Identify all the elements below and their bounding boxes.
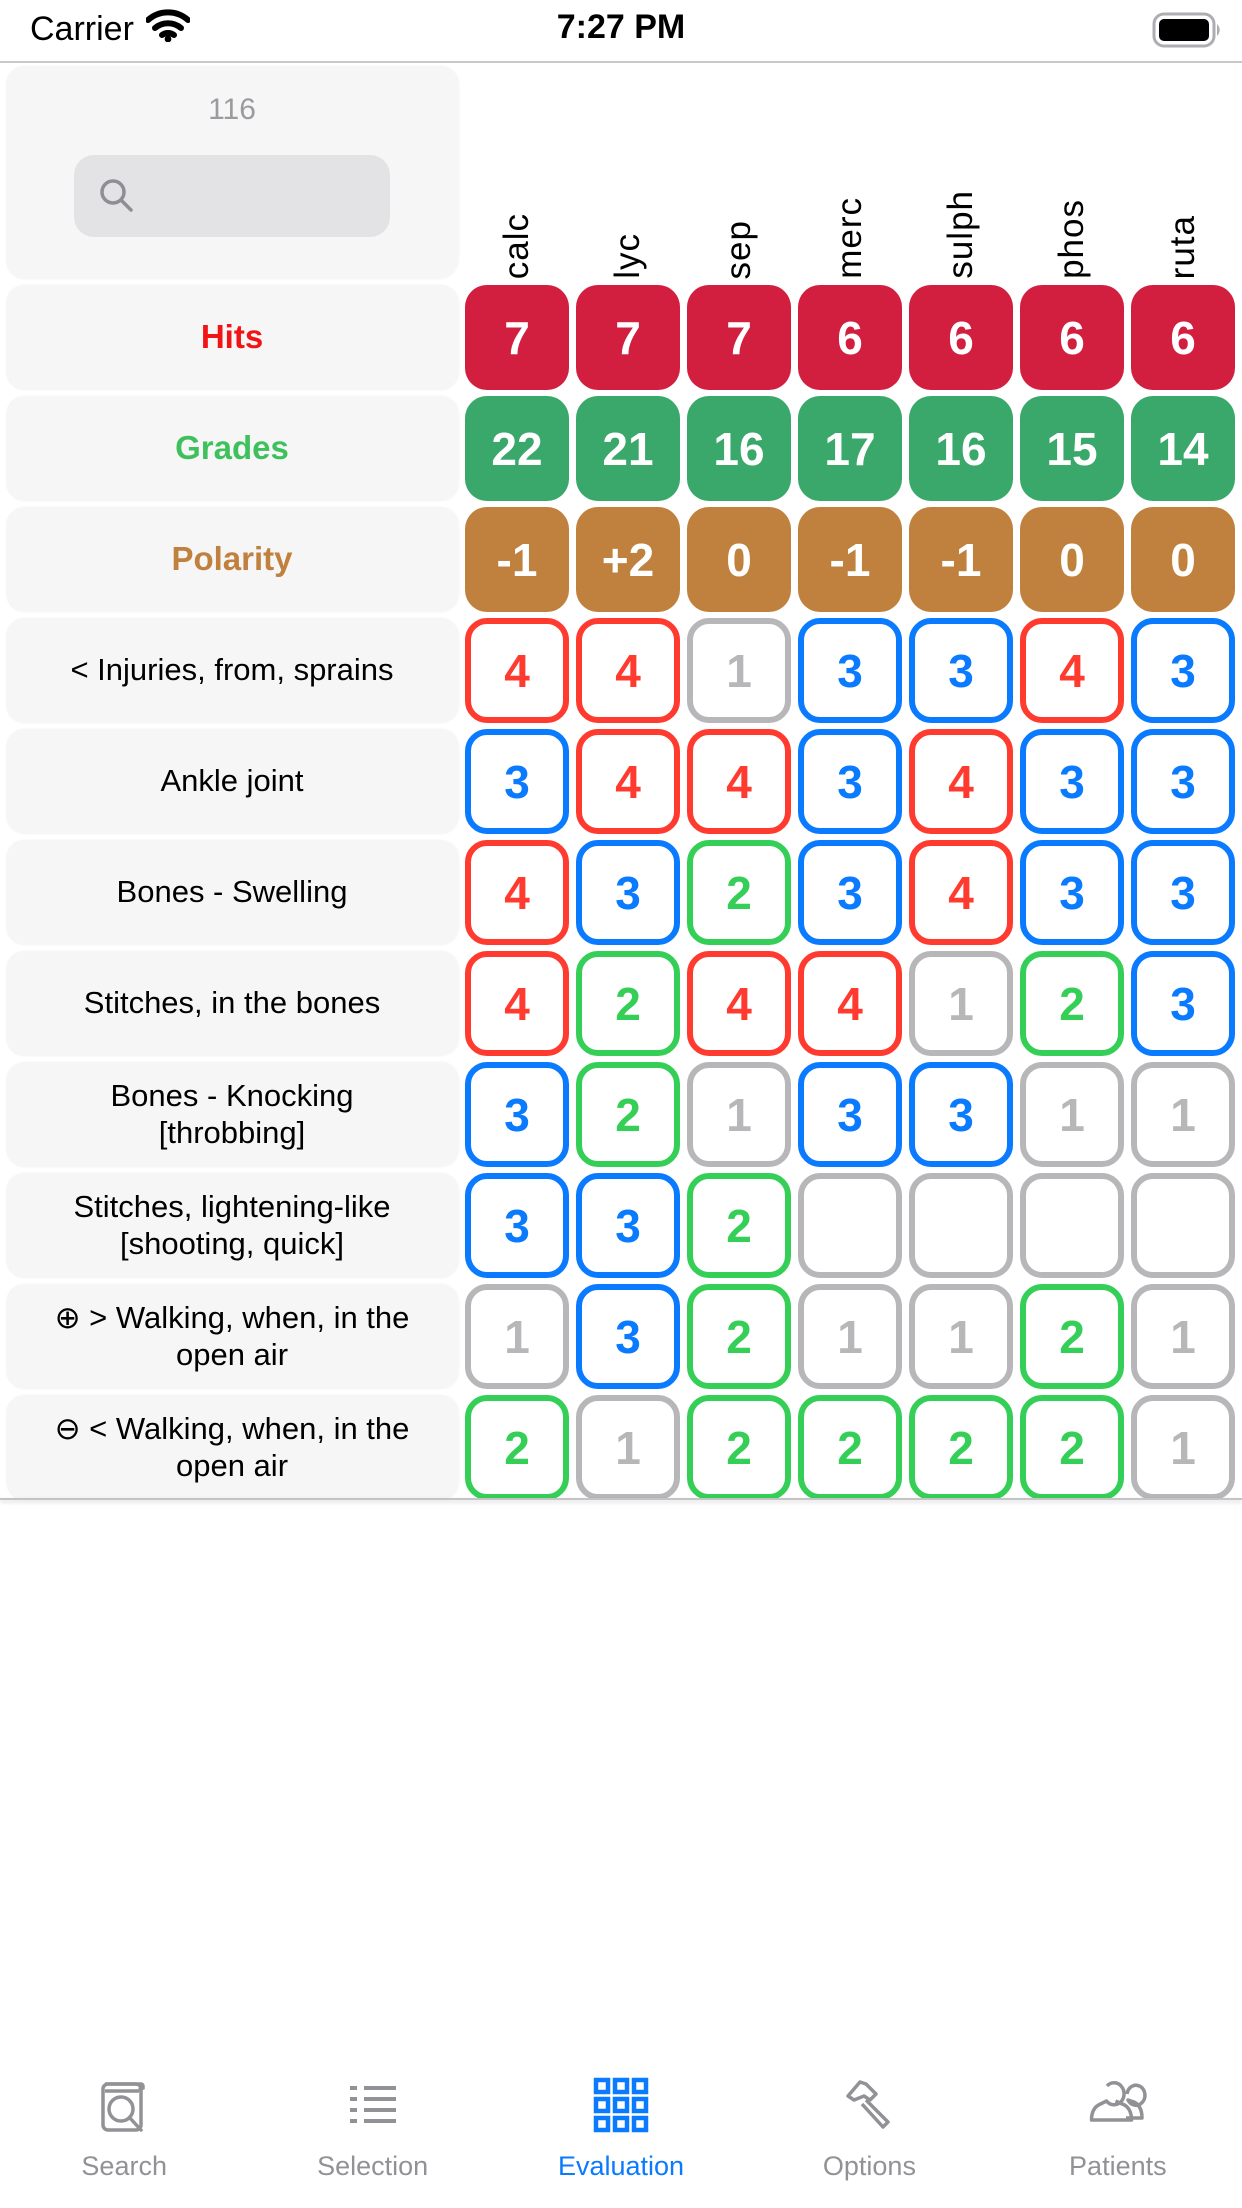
symptom-label[interactable]: < Injuries, from, sprains	[6, 618, 458, 723]
grade-cell-merc[interactable]	[798, 1173, 902, 1278]
tab-evaluation[interactable]	[497, 2048, 745, 2208]
grades-cell-sep[interactable]: 16	[687, 396, 791, 501]
polarity-cell-phos[interactable]: 0	[1020, 507, 1124, 612]
grade-cell-calc[interactable]: 3	[465, 729, 569, 834]
grade-cell-phos[interactable]	[1020, 1173, 1124, 1278]
hits-cell-ruta[interactable]: 6	[1131, 285, 1235, 390]
hits-cell-merc[interactable]: 6	[798, 285, 902, 390]
carrier-label: Carrier	[30, 10, 134, 48]
hits-cell-sulph[interactable]: 6	[909, 285, 1013, 390]
grade-cell-sulph[interactable]: 4	[909, 840, 1013, 945]
grade-cell-sep[interactable]: 4	[687, 729, 791, 834]
grade-cell-merc[interactable]: 3	[798, 1062, 902, 1167]
remedy-header-label: sulph	[941, 190, 980, 279]
tab-options[interactable]	[745, 2048, 993, 2208]
grade-cell-calc[interactable]: 4	[465, 618, 569, 723]
symptom-label[interactable]: Bones - Swelling	[6, 840, 458, 945]
summary-row-hits	[6, 285, 1236, 390]
grades-cell-sulph[interactable]: 16	[909, 396, 1013, 501]
grade-cell-sulph[interactable]: 1	[909, 1284, 1013, 1389]
grade-cell-calc[interactable]: 1	[465, 1284, 569, 1389]
grade-cell-phos[interactable]: 4	[1020, 618, 1124, 723]
grades-cell-phos[interactable]: 15	[1020, 396, 1124, 501]
book-search-icon	[91, 2074, 157, 2141]
symptom-label[interactable]: ⊕ > Walking, when, in the open air	[6, 1284, 458, 1389]
hits-cell-sep[interactable]: 7	[687, 285, 791, 390]
grade-cell-ruta[interactable]: 3	[1131, 729, 1235, 834]
remedy-header-label: ruta	[1163, 214, 1202, 279]
table-bottom-divider	[0, 1498, 1242, 1500]
grade-cell-lyc[interactable]: 4	[576, 618, 680, 723]
battery-full-icon	[1152, 12, 1224, 53]
grade-cell-sulph[interactable]: 2	[909, 1395, 1013, 1500]
grades-cell-merc[interactable]: 17	[798, 396, 902, 501]
tab-label: Evaluation	[557, 2151, 685, 2181]
remedy-header-label: calc	[497, 212, 536, 279]
symptom-label[interactable]: Stitches, in the bones	[6, 951, 458, 1056]
grade-cell-ruta[interactable]: 1	[1131, 1284, 1235, 1389]
remedy-header-sulph[interactable]	[909, 66, 1013, 279]
symptom-row	[6, 951, 1236, 1056]
remedy-header-phos[interactable]	[1020, 66, 1124, 279]
summary-label-grades[interactable]: Grades	[6, 396, 458, 501]
remedy-header-lyc[interactable]	[576, 66, 680, 279]
summary-label-hits[interactable]: Hits	[6, 285, 458, 390]
grade-cell-sep[interactable]: 1	[687, 618, 791, 723]
list-icon	[340, 2074, 406, 2141]
grade-cell-lyc[interactable]: 2	[576, 1062, 680, 1167]
grade-cell-merc[interactable]: 3	[798, 729, 902, 834]
grade-cell-phos[interactable]: 1	[1020, 1062, 1124, 1167]
hammer-icon	[836, 2074, 902, 2141]
grade-cell-lyc[interactable]: 1	[576, 1395, 680, 1500]
remedy-header-label: sep	[719, 219, 758, 279]
grade-cell-merc[interactable]: 1	[798, 1284, 902, 1389]
grade-cell-sulph[interactable]: 4	[909, 729, 1013, 834]
tab-label: Options	[822, 2151, 916, 2181]
grades-cell-calc[interactable]: 22	[465, 396, 569, 501]
grade-cell-sep[interactable]: 2	[687, 1395, 791, 1500]
grade-cell-ruta[interactable]: 3	[1131, 951, 1235, 1056]
grade-cell-sep[interactable]: 2	[687, 840, 791, 945]
grade-cell-calc[interactable]: 3	[465, 1173, 569, 1278]
remedy-header-merc[interactable]	[798, 66, 902, 279]
tab-label: Search	[81, 2151, 167, 2181]
grades-cell-lyc[interactable]: 21	[576, 396, 680, 501]
symptom-label[interactable]: Stitches, lightening-like [shooting, quick]	[6, 1173, 458, 1278]
grade-cell-phos[interactable]: 2	[1020, 1284, 1124, 1389]
symptom-row	[6, 840, 1236, 945]
symptom-label[interactable]: Bones - Knocking [throbbing]	[6, 1062, 458, 1167]
search-input[interactable]	[74, 155, 390, 237]
symptom-row	[6, 1062, 1236, 1167]
hits-cell-calc[interactable]: 7	[465, 285, 569, 390]
tab-search[interactable]	[0, 2048, 248, 2208]
grade-cell-sep[interactable]: 2	[687, 1173, 791, 1278]
grade-cell-calc[interactable]: 2	[465, 1395, 569, 1500]
tab-label: Selection	[317, 2151, 429, 2181]
search-field-wrap	[74, 155, 390, 237]
remedy-header-label: lyc	[608, 233, 647, 279]
grade-cell-sulph[interactable]: 1	[909, 951, 1013, 1056]
grade-cell-sep[interactable]: 2	[687, 1284, 791, 1389]
symptom-row	[6, 618, 1236, 723]
table-header-cell	[6, 66, 458, 279]
symptom-label[interactable]: Ankle joint	[6, 729, 458, 834]
symptom-row	[6, 1173, 1236, 1278]
tab-bar	[0, 2048, 1242, 2208]
grade-cell-sulph[interactable]: 3	[909, 618, 1013, 723]
grade-cell-ruta[interactable]	[1131, 1173, 1235, 1278]
grade-cell-merc[interactable]: 3	[798, 840, 902, 945]
symptom-row	[6, 1284, 1236, 1389]
grade-cell-phos[interactable]: 2	[1020, 951, 1124, 1056]
grades-cell-ruta[interactable]: 14	[1131, 396, 1235, 501]
tab-patients[interactable]	[994, 2048, 1242, 2208]
grade-cell-sulph[interactable]	[909, 1173, 1013, 1278]
grade-cell-calc[interactable]: 3	[465, 1062, 569, 1167]
grade-cell-calc[interactable]: 4	[465, 840, 569, 945]
tab-selection[interactable]	[248, 2048, 496, 2208]
grade-cell-lyc[interactable]: 3	[576, 1173, 680, 1278]
grade-cell-calc[interactable]: 4	[465, 951, 569, 1056]
evaluation-table	[6, 66, 1236, 1500]
remedy-header-calc[interactable]	[465, 66, 569, 279]
people-icon	[1083, 2074, 1153, 2141]
remedy-header-row	[6, 66, 1236, 279]
grade-cell-phos[interactable]: 2	[1020, 1395, 1124, 1500]
grade-cell-lyc[interactable]: 4	[576, 729, 680, 834]
symptom-label[interactable]: ⊖ < Walking, when, in the open air	[6, 1395, 458, 1500]
polarity-cell-sulph[interactable]: -1	[909, 507, 1013, 612]
polarity-cell-lyc[interactable]: +2	[576, 507, 680, 612]
grade-cell-merc[interactable]: 2	[798, 1395, 902, 1500]
summary-row-polarity	[6, 507, 1236, 612]
status-bar	[0, 0, 1242, 63]
remedy-header-ruta[interactable]	[1131, 66, 1235, 279]
grade-cell-phos[interactable]: 3	[1020, 729, 1124, 834]
grade-cell-merc[interactable]: 3	[798, 618, 902, 723]
polarity-cell-sep[interactable]: 0	[687, 507, 791, 612]
hits-cell-phos[interactable]: 6	[1020, 285, 1124, 390]
summary-row-grades	[6, 396, 1236, 501]
symptom-row	[6, 729, 1236, 834]
hits-cell-lyc[interactable]: 7	[576, 285, 680, 390]
grade-cell-ruta[interactable]: 1	[1131, 1395, 1235, 1500]
remedy-header-label: phos	[1052, 199, 1091, 279]
grade-cell-sulph[interactable]: 3	[909, 1062, 1013, 1167]
grade-cell-ruta[interactable]: 3	[1131, 840, 1235, 945]
grid-icon	[588, 2074, 654, 2141]
polarity-cell-merc[interactable]: -1	[798, 507, 902, 612]
grade-cell-sep[interactable]: 4	[687, 951, 791, 1056]
symptom-row	[6, 1395, 1236, 1500]
grade-cell-lyc[interactable]: 2	[576, 951, 680, 1056]
grade-cell-phos[interactable]: 3	[1020, 840, 1124, 945]
grade-cell-merc[interactable]: 4	[798, 951, 902, 1056]
tab-label: Patients	[1069, 2151, 1167, 2181]
grade-cell-lyc[interactable]: 3	[576, 1284, 680, 1389]
grade-cell-lyc[interactable]: 3	[576, 840, 680, 945]
status-time: 7:27 PM	[556, 8, 686, 46]
remedy-header-label: merc	[830, 197, 869, 279]
summary-label-polarity[interactable]: Polarity	[6, 507, 458, 612]
remedy-header-sep[interactable]	[687, 66, 791, 279]
grade-cell-ruta[interactable]: 3	[1131, 618, 1235, 723]
polarity-cell-ruta[interactable]: 0	[1131, 507, 1235, 612]
grade-cell-sep[interactable]: 1	[687, 1062, 791, 1167]
grade-cell-ruta[interactable]: 1	[1131, 1062, 1235, 1167]
polarity-cell-calc[interactable]: -1	[465, 507, 569, 612]
remedy-count: 116	[208, 93, 256, 126]
